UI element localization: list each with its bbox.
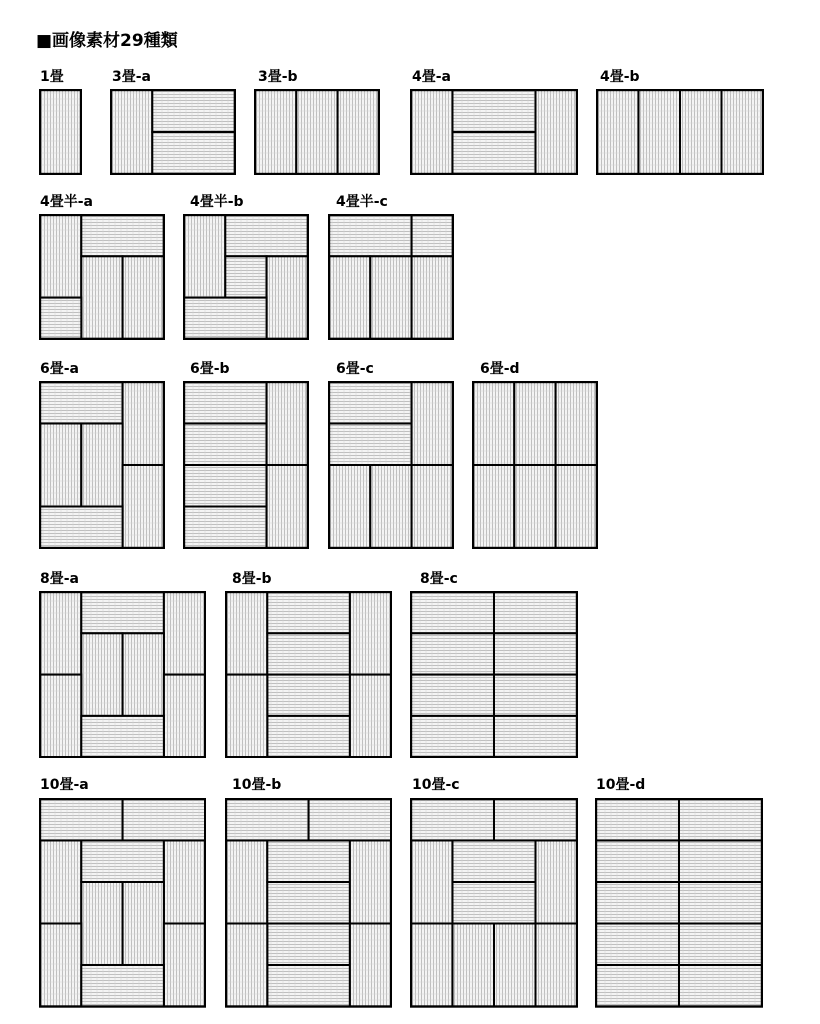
tatami-mat: [494, 799, 577, 841]
tatami-mat: [639, 90, 681, 174]
tatami-mat: [370, 465, 411, 548]
tatami-mat: [411, 90, 453, 174]
tatami-mat: [123, 633, 164, 716]
tatami-diagram: [39, 798, 206, 1008]
tatami-diagram: [328, 381, 454, 549]
tatami-mat: [184, 465, 267, 507]
tatami-mat: [164, 592, 205, 675]
tatami-mat: [514, 465, 555, 548]
tatami-mat: [40, 90, 81, 174]
tatami-diagram: [39, 381, 165, 549]
tatami-mat: [329, 465, 370, 548]
tatami-layout-8jo-a: [39, 591, 206, 758]
tatami-mat: [350, 592, 391, 675]
tatami-diagram: [110, 89, 236, 175]
tatami-layout-1jo: [39, 89, 82, 175]
tatami-layout-4johan-a: [39, 214, 165, 340]
tatami-mat: [453, 882, 536, 924]
tatami-mat: [536, 924, 578, 1007]
tatami-mat: [40, 298, 81, 339]
tatami-mat: [81, 424, 122, 507]
layout-label-8jo-c: 8畳-c: [420, 571, 458, 587]
tatami-diagram: [183, 381, 309, 549]
tatami-diagram: [595, 798, 763, 1008]
tatami-mat: [123, 256, 164, 339]
tatami-mat: [453, 132, 536, 174]
tatami-mat: [123, 882, 164, 965]
tatami-mat: [473, 465, 514, 548]
tatami-mat: [164, 675, 205, 758]
tatami-mat: [40, 675, 81, 758]
tatami-mat: [40, 592, 81, 675]
tatami-mat: [184, 424, 267, 466]
tatami-mat: [81, 592, 164, 633]
tatami-mat: [296, 90, 337, 174]
tatami-mat: [679, 841, 762, 883]
tatami-mat: [267, 592, 350, 633]
tatami-diagram: [410, 591, 578, 758]
tatami-mat: [722, 90, 764, 174]
tatami-layout-6jo-a: [39, 381, 165, 549]
tatami-layout-3jo-b: [254, 89, 380, 175]
tatami-mat: [81, 215, 164, 256]
layout-label-4johan-a: 4畳半-a: [40, 194, 93, 210]
tatami-mat: [412, 256, 453, 339]
tatami-mat: [453, 90, 536, 132]
tatami-mat: [350, 924, 391, 1007]
tatami-mat: [123, 465, 164, 548]
layout-label-8jo-b: 8畳-b: [232, 571, 272, 587]
tatami-diagram: [183, 214, 309, 340]
tatami-mat: [267, 882, 350, 924]
layout-label-4jo-a: 4畳-a: [412, 69, 451, 85]
tatami-mat: [411, 924, 453, 1007]
tatami-mat: [225, 256, 266, 297]
tatami-mat: [255, 90, 296, 174]
tatami-mat: [411, 716, 494, 757]
layout-label-6jo-b: 6畳-b: [190, 361, 230, 377]
tatami-layout-6jo-d: [472, 381, 598, 549]
layout-label-4johan-b: 4畳半-b: [190, 194, 244, 210]
tatami-mat: [40, 799, 123, 841]
tatami-mat: [679, 965, 762, 1007]
tatami-layout-6jo-b: [183, 381, 309, 549]
tatami-layout-10jo-b: [225, 798, 392, 1008]
tatami-mat: [679, 882, 762, 924]
tatami-mat: [81, 965, 164, 1007]
tatami-diagram: [472, 381, 598, 549]
tatami-mat: [123, 382, 164, 465]
tatami-mat: [494, 675, 577, 716]
tatami-diagram: [39, 89, 82, 175]
tatami-layout-10jo-d: [595, 798, 763, 1008]
tatami-mat: [226, 675, 267, 758]
tatami-mat: [267, 924, 350, 966]
tatami-mat: [225, 215, 308, 256]
layout-label-8jo-a: 8畳-a: [40, 571, 79, 587]
tatami-mat: [680, 90, 722, 174]
tatami-mat: [40, 424, 81, 507]
tatami-mat: [81, 716, 164, 757]
layout-label-4johan-c: 4畳半-c: [336, 194, 388, 210]
tatami-layout-4jo-a: [410, 89, 578, 175]
tatami-mat: [81, 882, 122, 965]
tatami-mat: [329, 215, 412, 256]
tatami-mat: [412, 465, 453, 548]
tatami-mat: [350, 841, 391, 924]
tatami-mat: [596, 799, 679, 841]
tatami-mat: [40, 924, 81, 1007]
tatami-mat: [596, 965, 679, 1007]
tatami-layout-10jo-a: [39, 798, 206, 1008]
tatami-mat: [411, 633, 494, 674]
tatami-mat: [556, 382, 597, 465]
tatami-diagram: [225, 591, 392, 758]
tatami-mat: [81, 841, 164, 883]
tatami-mat: [453, 841, 536, 883]
tatami-mat: [596, 924, 679, 966]
layout-label-10jo-c: 10畳-c: [412, 777, 460, 793]
tatami-layout-4johan-b: [183, 214, 309, 340]
tatami-mat: [514, 382, 555, 465]
tatami-layout-8jo-c: [410, 591, 578, 758]
tatami-mat: [267, 675, 350, 716]
tatami-mat: [40, 507, 123, 549]
tatami-mat: [411, 675, 494, 716]
tatami-mat: [152, 90, 235, 132]
tatami-layout-8jo-b: [225, 591, 392, 758]
tatami-mat: [536, 90, 578, 174]
tatami-mat: [40, 382, 123, 424]
tatami-layout-10jo-c: [410, 798, 578, 1008]
layout-label-10jo-b: 10畳-b: [232, 777, 282, 793]
layout-label-10jo-d: 10畳-d: [596, 777, 646, 793]
tatami-layout-4johan-c: [328, 214, 454, 340]
tatami-mat: [556, 465, 597, 548]
tatami-mat: [329, 382, 412, 424]
tatami-mat: [267, 716, 350, 757]
tatami-mat: [184, 298, 267, 339]
tatami-mat: [679, 799, 762, 841]
tatami-mat: [411, 841, 453, 924]
layout-label-10jo-a: 10畳-a: [40, 777, 89, 793]
layout-label-6jo-d: 6畳-d: [480, 361, 520, 377]
tatami-mat: [123, 799, 206, 841]
tatami-mat: [494, 924, 536, 1007]
tatami-diagram: [410, 798, 578, 1008]
tatami-mat: [267, 465, 308, 548]
tatami-mat: [267, 841, 350, 883]
tatami-mat: [309, 799, 392, 841]
tatami-mat: [596, 882, 679, 924]
tatami-mat: [164, 924, 205, 1007]
tatami-mat: [267, 256, 308, 339]
tatami-mat: [473, 382, 514, 465]
tatami-mat: [412, 382, 453, 465]
tatami-mat: [226, 592, 267, 675]
tatami-mat: [597, 90, 639, 174]
layout-label-6jo-c: 6畳-c: [336, 361, 374, 377]
tatami-mat: [226, 841, 267, 924]
tatami-mat: [494, 633, 577, 674]
layout-label-3jo-b: 3畳-b: [258, 69, 298, 85]
tatami-mat: [267, 965, 350, 1007]
tatami-mat: [81, 256, 122, 339]
tatami-diagram: [328, 214, 454, 340]
tatami-diagram: [39, 214, 165, 340]
tatami-mat: [494, 716, 577, 757]
tatami-mat: [40, 841, 81, 924]
tatami-mat: [412, 215, 453, 256]
page-title: ■画像素材29種類: [36, 31, 178, 51]
tatami-layout-6jo-c: [328, 381, 454, 549]
tatami-mat: [40, 215, 81, 298]
layout-label-6jo-a: 6畳-a: [40, 361, 79, 377]
tatami-mat: [329, 256, 370, 339]
tatami-diagram: [39, 591, 206, 758]
tatami-mat: [184, 507, 267, 549]
tatami-layout-4jo-b: [596, 89, 764, 175]
tatami-diagram: [254, 89, 380, 175]
tatami-mat: [329, 424, 412, 466]
tatami-diagram: [225, 798, 392, 1008]
tatami-mat: [111, 90, 152, 174]
layout-label-4jo-b: 4畳-b: [600, 69, 640, 85]
tatami-mat: [494, 592, 577, 633]
tatami-mat: [370, 256, 411, 339]
tatami-layout-3jo-a: [110, 89, 236, 175]
tatami-mat: [679, 924, 762, 966]
tatami-mat: [350, 675, 391, 758]
layout-label-3jo-a: 3畳-a: [112, 69, 151, 85]
tatami-mat: [411, 799, 494, 841]
tatami-mat: [152, 132, 235, 174]
tatami-mat: [338, 90, 379, 174]
tatami-mat: [164, 841, 205, 924]
tatami-mat: [453, 924, 495, 1007]
tatami-mat: [536, 841, 578, 924]
tatami-mat: [411, 592, 494, 633]
tatami-mat: [596, 841, 679, 883]
tatami-mat: [226, 924, 267, 1007]
layout-label-1jo: 1畳: [40, 69, 64, 85]
tatami-mat: [226, 799, 309, 841]
tatami-mat: [267, 633, 350, 674]
tatami-diagram: [596, 89, 764, 175]
tatami-mat: [267, 382, 308, 465]
tatami-mat: [184, 382, 267, 424]
tatami-mat: [184, 215, 225, 298]
tatami-mat: [81, 633, 122, 716]
tatami-diagram: [410, 89, 578, 175]
